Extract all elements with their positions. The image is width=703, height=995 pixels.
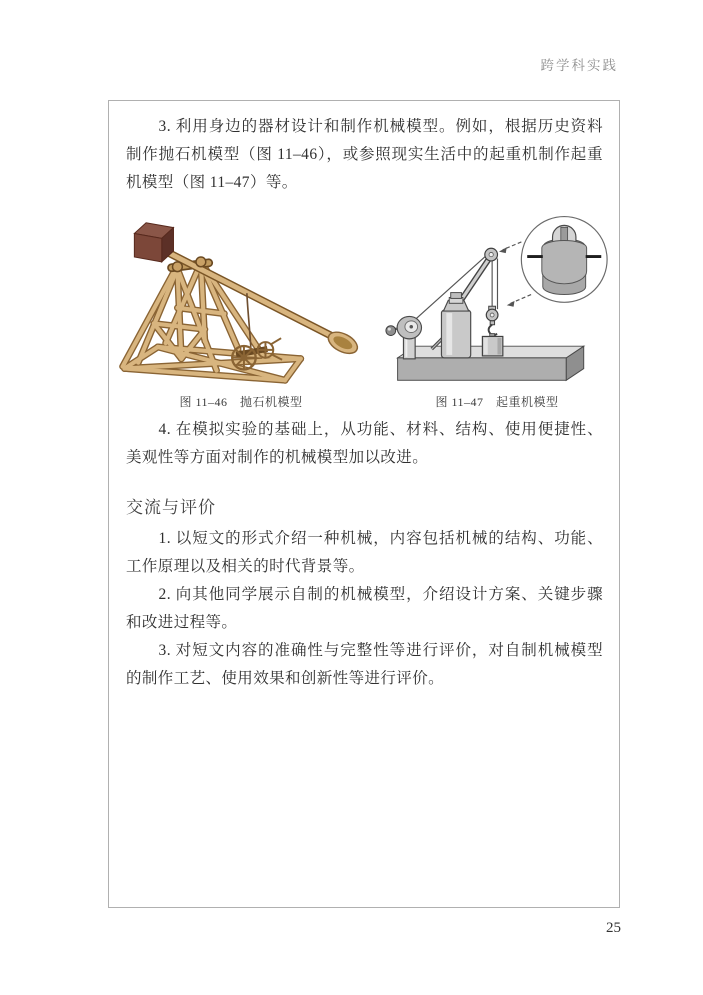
figure-row bbox=[118, 201, 612, 391]
content-box bbox=[108, 100, 620, 908]
eval-item-2: 2. 向其他同学展示自制的机械模型，介绍设计方案、关键步骤和改进过程等。 bbox=[126, 586, 603, 631]
hook-block bbox=[486, 306, 498, 335]
trebuchet-illustration bbox=[118, 210, 364, 391]
figure-crane bbox=[382, 201, 612, 391]
running-header: 跨学科实践 bbox=[540, 58, 618, 73]
crank-knob bbox=[386, 326, 396, 336]
counterweight-box bbox=[134, 223, 173, 262]
eval-item-1: 1. 以短文的形式介绍一种机械，内容包括机械的结构、功能、工作原理以及相关的时代背景等。 bbox=[126, 530, 603, 575]
caption-row bbox=[118, 394, 612, 410]
pulley-inset-circle bbox=[521, 217, 607, 303]
section-heading: 交流与评价 bbox=[126, 498, 216, 517]
paragraph-step-4: 4. 在模拟实验的基础上，从功能、材料、结构、使用便捷性、美观性等方面对制作的机械模型加以改进。 bbox=[126, 421, 603, 466]
page-number: 25 bbox=[606, 920, 621, 936]
weight-block bbox=[482, 334, 502, 356]
trebuchet-frame bbox=[123, 263, 301, 380]
figure-trebuchet bbox=[118, 210, 364, 391]
top-pulley bbox=[485, 248, 498, 261]
paragraph-step-3: 3. 利用身边的器材设计和制作机械模型。例如，根据历史资料制作抛石机模型（图 11–46），或参照现实生活中的起重机制作起重机模型（图 11–47）等。 bbox=[126, 118, 603, 191]
crane-illustration bbox=[382, 201, 612, 391]
eval-item-3: 3. 对短文内容的准确性与完整性等进行评价，对自制机械模型的制作工艺、使用效果和创新性等进行评价。 bbox=[126, 642, 603, 687]
figure-caption-trebuchet: 图 11–46 抛石机模型 bbox=[179, 395, 303, 409]
figure-caption-crane: 图 11–47 起重机模型 bbox=[435, 395, 559, 409]
hoist-ropes bbox=[492, 258, 497, 309]
